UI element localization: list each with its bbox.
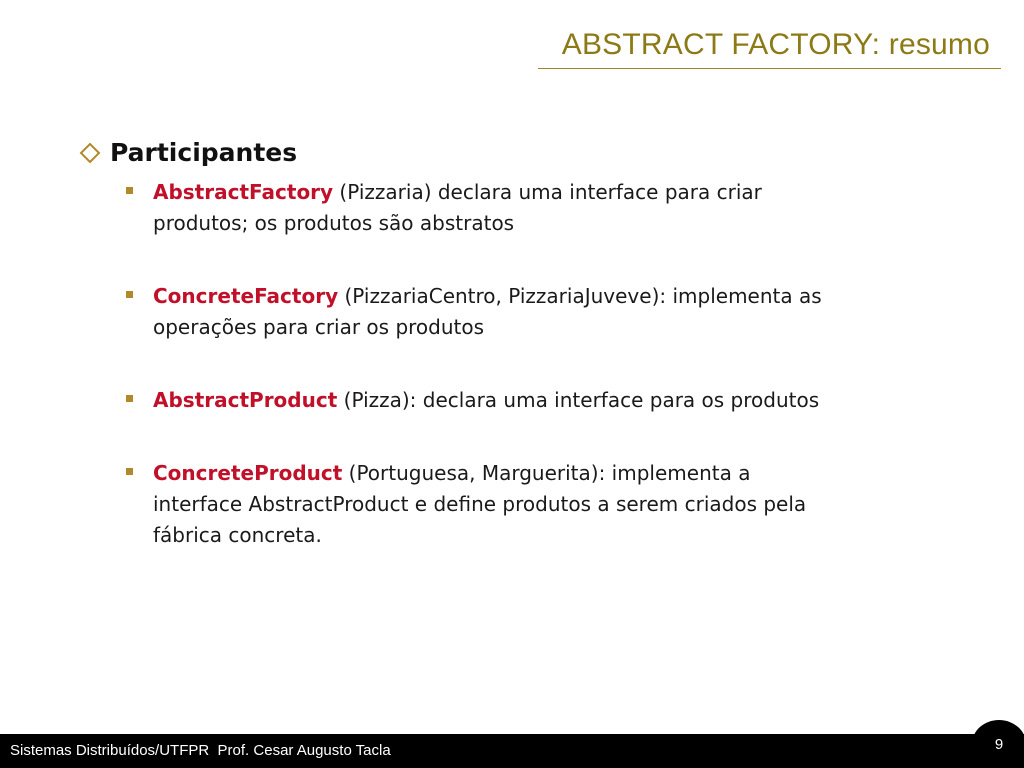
term: AbstractProduct xyxy=(153,388,338,412)
slide-body xyxy=(78,133,978,593)
item-text: produtos; os produtos são abstratos xyxy=(153,211,515,235)
square-bullet-icon xyxy=(126,187,133,194)
heading-participantes: Participantes xyxy=(110,138,298,167)
list-item xyxy=(78,177,893,239)
item-text: (Pizzaria) declara uma interface para criar xyxy=(333,180,762,204)
item-text: fábrica concreta. xyxy=(153,523,322,547)
list-item xyxy=(78,458,893,551)
term: ConcreteProduct xyxy=(153,461,343,485)
term: ConcreteFactory xyxy=(153,284,339,308)
page-number: 9 xyxy=(994,736,1004,753)
footer-text: Sistemas Distribuídos/UTFPR Prof. Cesar Augusto Tacla xyxy=(10,742,391,759)
item-text: operações para criar os produtos xyxy=(153,315,485,339)
item-text: (Pizza): declara uma interface para os produtos xyxy=(337,388,820,412)
diamond-outline-icon xyxy=(78,141,102,165)
list-item xyxy=(78,281,893,343)
square-bullet-icon xyxy=(126,468,133,475)
square-bullet-icon xyxy=(126,395,133,402)
level1-bullet xyxy=(78,133,978,173)
item-text: (PizzariaCentro, PizzariaJuveve): implementa as xyxy=(338,284,822,308)
participants-list xyxy=(78,177,978,551)
item-text: interface AbstractProduct e define produtos a serem criados pela xyxy=(153,492,807,516)
list-item xyxy=(78,385,893,416)
title-underline xyxy=(538,68,1001,69)
term: AbstractFactory xyxy=(153,180,334,204)
item-text: (Portuguesa, Marguerita): implementa a xyxy=(342,461,751,485)
slide-title: ABSTRACT FACTORY: resumo xyxy=(561,28,990,61)
square-bullet-icon xyxy=(126,291,133,298)
